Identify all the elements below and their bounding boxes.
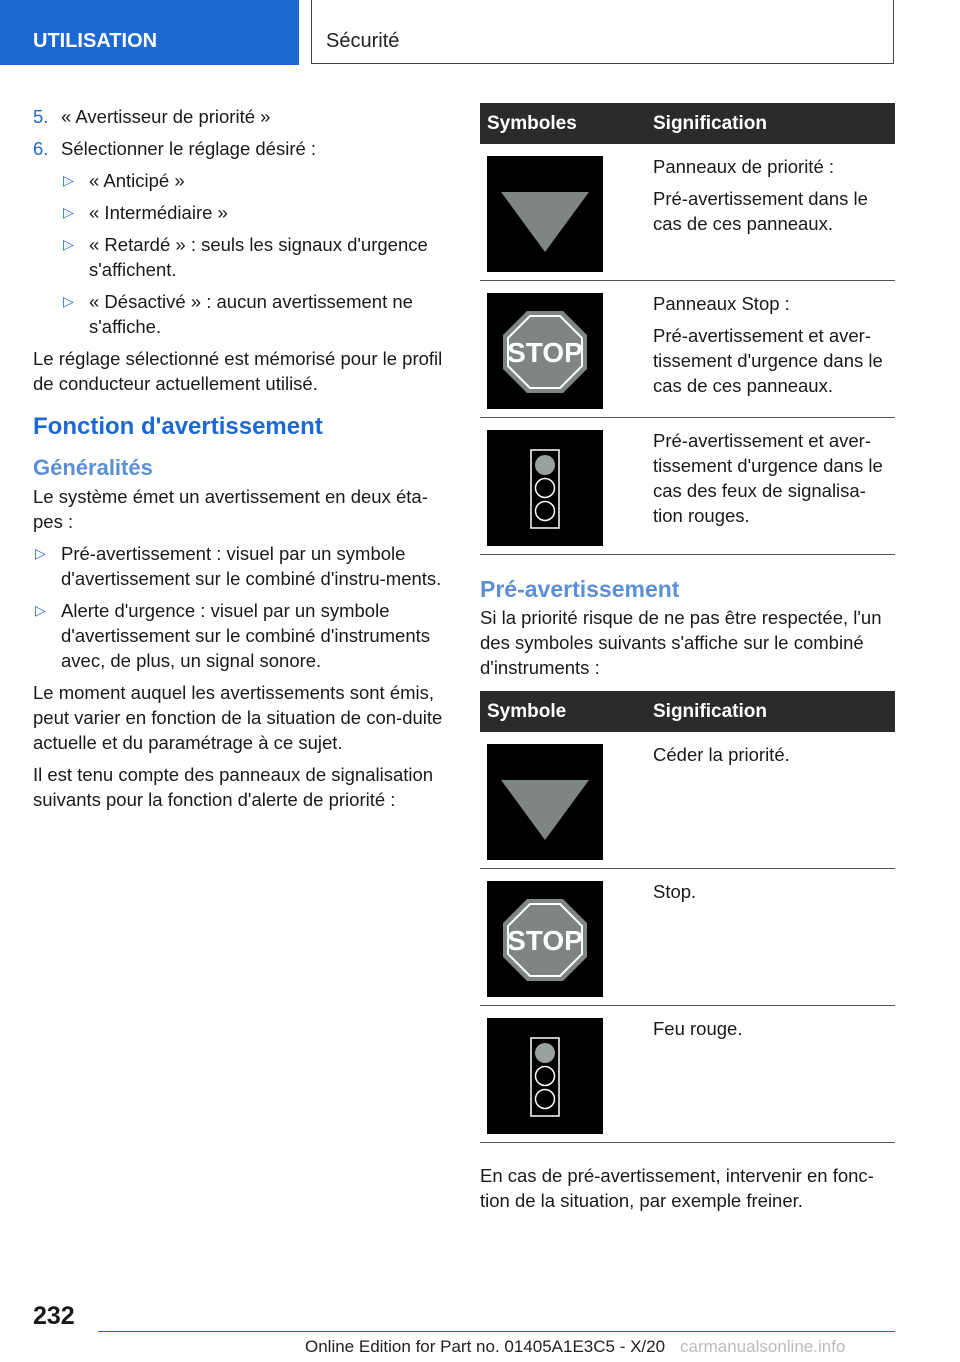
svg-text:STOP: STOP	[507, 337, 583, 368]
table-header: Symboles Signification	[480, 103, 895, 144]
paragraph: Il est tenu compte des panneaux de signalisation suivants pour la fonction d'alerte de priorité :	[33, 764, 434, 810]
section-tab	[0, 0, 299, 65]
traffic-light-icon	[487, 430, 603, 546]
signs-table	[480, 103, 895, 555]
chapter-title: Sécurité	[326, 30, 400, 52]
closing-section	[480, 1163, 895, 1220]
triangle-bullet-icon: ▷	[63, 293, 74, 309]
table-header: Symbole Signification	[480, 691, 895, 732]
paragraph: Si la priorité risque de ne pas être respectée, l'un des symboles suivants s'affiche sur le combiné d'instruments :	[480, 607, 882, 678]
paragraph: Le moment auquel les avertissements sont émis, peut varier en fonction de la situation de con-duite actuelle et du paramétrage à ce sujet.	[33, 682, 443, 753]
page-number: 232	[33, 1302, 75, 1330]
table-row: Pré-avertissement et aver-tissement d'urgence dans le cas des feux de signalisa-tion rouges.	[480, 418, 895, 555]
section-label: UTILISATION	[33, 30, 158, 52]
option-item: ▷ « Anticipé »	[63, 170, 185, 191]
triangle-bullet-icon: ▷	[63, 236, 74, 252]
option-item: ▷ « Intermédiaire »	[63, 202, 228, 223]
subsection-heading: Généralités	[33, 455, 153, 480]
option-item: ▷ « Retardé » : seuls les signaux d'urgence s'affichent.	[63, 234, 428, 280]
triangle-bullet-icon: ▷	[35, 602, 46, 618]
section-heading: Fonction d'avertissement	[33, 413, 323, 440]
table-row: STOP Panneaux Stop : Pré-avertissement et aver-tissement d'urgence dans le cas de ces panneaux.	[480, 281, 895, 418]
stop-sign-icon	[487, 293, 603, 409]
yield-sign-icon	[487, 156, 603, 272]
triangle-bullet-icon: ▷	[63, 172, 74, 188]
triangle-bullet-icon: ▷	[63, 204, 74, 220]
step-item: 6. Sélectionner le réglage désiré :	[33, 138, 317, 159]
yield-sign-icon	[487, 744, 603, 860]
table-row: Céder la priorité.	[480, 732, 895, 869]
step-item: 5. « Avertisseur de priorité »	[33, 106, 271, 127]
svg-text:STOP: STOP	[507, 925, 583, 956]
table-row: Feu rouge.	[480, 1006, 895, 1143]
bullet-item: ▷ Alerte d'urgence : visuel par un symbole d'avertissement sur le combiné d'instruments avec, de plus, un signal sonore.	[35, 600, 430, 671]
paragraph: En cas de pré-avertissement, intervenir en fonc-tion de la situation, par exemple freiner.	[480, 1165, 874, 1211]
edition-text: Online Edition for Part no. 01405A1E3C5 - X/20	[305, 1337, 666, 1356]
paragraph: Le système émet un avertissement en deux éta-pes :	[33, 486, 428, 532]
symbols-table	[480, 691, 895, 1143]
subsection-heading: Pré-avertissement	[480, 576, 680, 602]
table-row: Panneaux de priorité : Pré-avertissement dans le cas de ces panneaux.	[480, 144, 895, 281]
stop-sign-icon	[487, 881, 603, 997]
table-row: STOP Stop.	[480, 869, 895, 1006]
chapter-header	[311, 0, 894, 64]
bullet-item: ▷ Pré-avertissement : visuel par un symbole d'avertissement sur le combiné d'instru-ments.	[35, 543, 442, 589]
option-item: ▷ « Désactivé » : aucun avertissement ne s'affiche.	[63, 291, 413, 337]
triangle-bullet-icon: ▷	[35, 545, 46, 561]
left-column	[33, 104, 453, 819]
paragraph: Le réglage sélectionné est mémorisé pour le profil de conducteur actuellement utilisé.	[33, 348, 443, 394]
watermark: carmanualsonline.info	[680, 1337, 846, 1356]
preavert-section	[480, 575, 895, 687]
traffic-light-icon	[487, 1018, 603, 1134]
footer-divider	[98, 1331, 895, 1332]
